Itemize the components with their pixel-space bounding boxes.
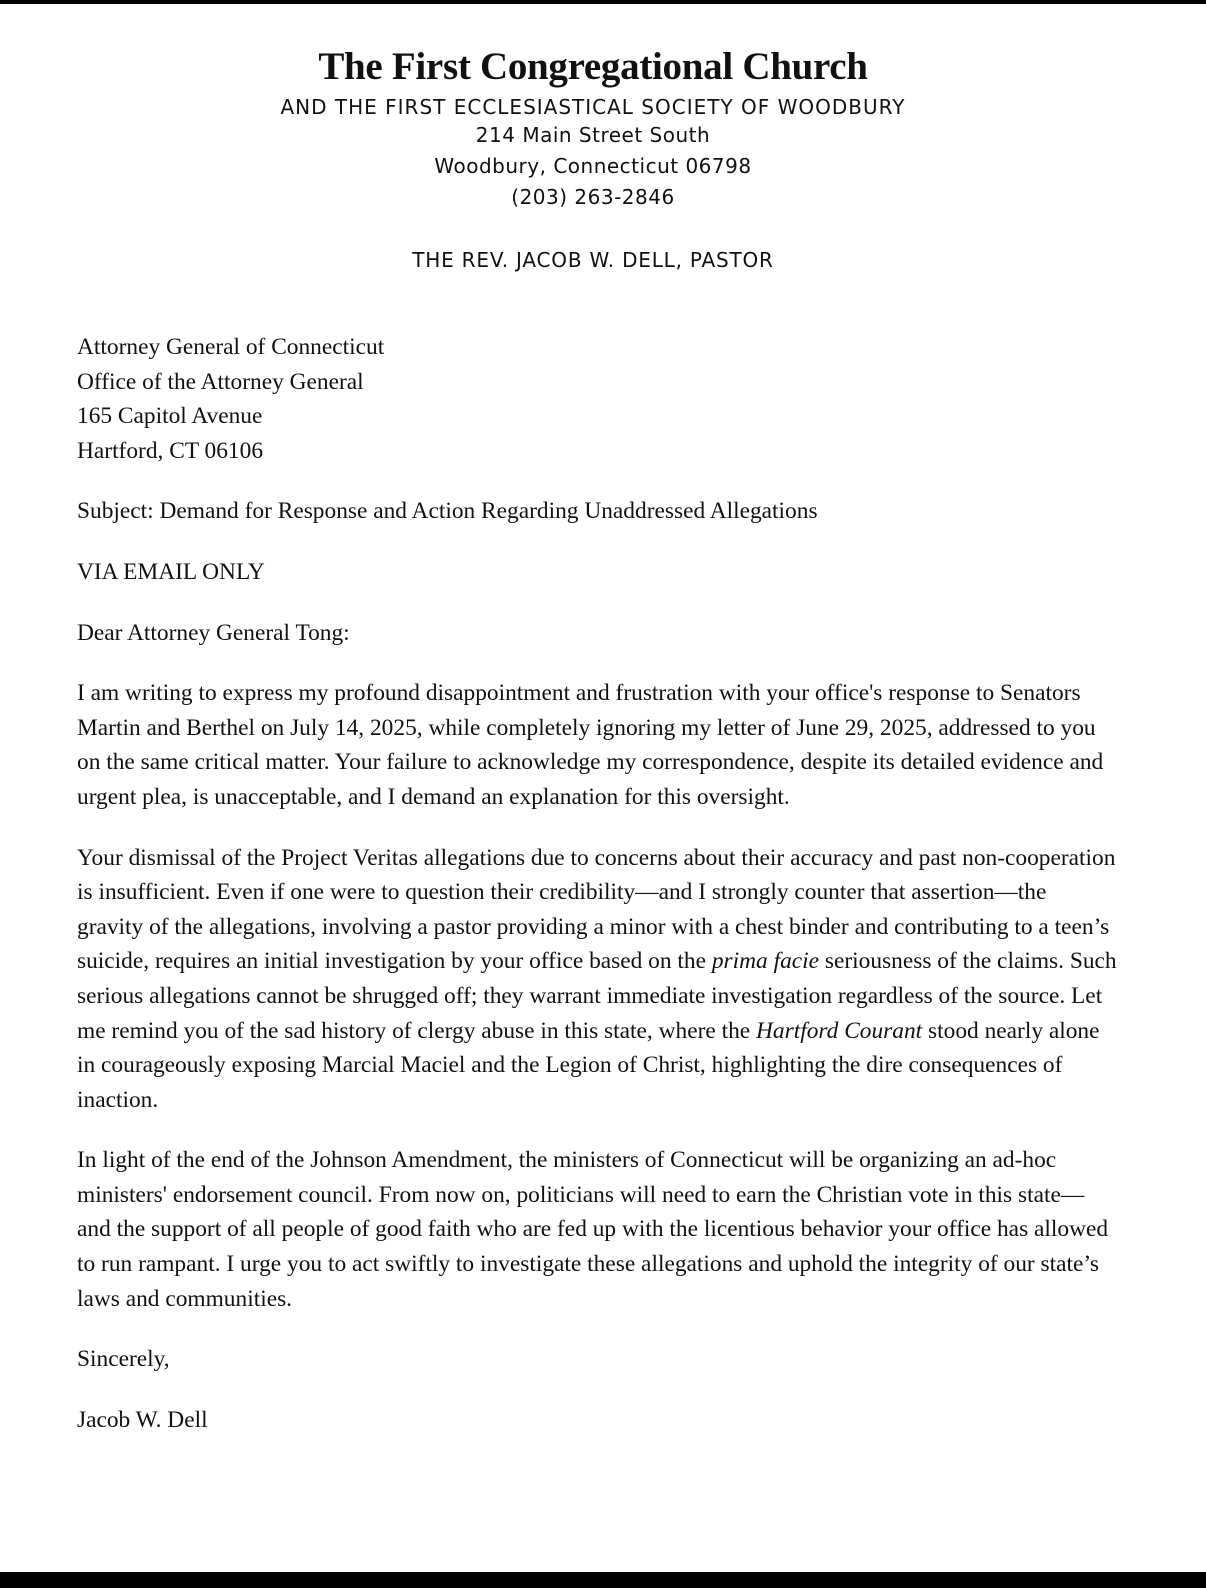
italic-publication: Hartford Courant [756,1017,923,1044]
recipient-line: Attorney General of Connecticut [77,334,385,360]
pastor-name: THE REV. JACOB W. DELL, PASTOR [412,248,774,272]
recipient-address [77,330,1117,468]
paragraph-2 [77,841,1117,1118]
letterhead [0,44,1186,273]
society-name: AND THE FIRST ECCLESIASTICAL SOCIETY OF WOODBURY [280,95,906,119]
recipient-line: Office of the Attorney General [77,368,364,395]
paragraph-1: I am writing to express my profound disappointment and frustration with your office's response to Senators Martin and Berthel on July 14, 2025, while completely ignoring my letter of June 29, 2025, addressed to you on the same critical matter. Your failure to acknowledge my correspondence, despite its detailed evidence and urgent plea, is unacceptable, and I demand an explanation for this oversight. [77,680,1104,810]
recipient-line: Hartford, CT 06106 [77,437,264,464]
top-border [0,0,1206,4]
italic-phrase: prima facie [711,948,820,975]
paragraph-2-text: Your dismissal of the Project Veritas allegations due to concerns about their accuracy and past non-cooperation is insufficient. Even if one were to question their credibility—and I strongly counter that assertion—the gravity of the allegations, involving a pastor providing a minor with a chest binder and contributing to a teen’s suicide, requires an initial investigation by your office based on the [77,844,1116,975]
paragraph-3: In light of the end of the Johnson Amendment, the ministers of Connecticut will be organizing an ad-hoc ministers' endorsement council. From now on, politicians will need to earn the Christian vote in this state—and the support of all people of good faith who are fed up with the licentious behavior your office has allowed to run rampant. I urge you to act swiftly to investigate these allegations and uphold the integrity of our state’s laws and communities. [77,1147,1109,1312]
paragraph-2-text: seriousness of the claims. Such serious allegations cannot be shrugged off; they warrant immediate investigation regardless of the source. Let me remind you of the sad history of clergy abuse in this state, where the [77,948,1117,1044]
delivery-method: VIA EMAIL ONLY [77,558,265,585]
bottom-border [0,1572,1206,1588]
city-address: Woodbury, Connecticut 06798 [434,154,752,178]
letter-body [77,330,1117,1437]
phone-number: (203) 263-2846 [511,185,675,209]
paragraph-2-text: stood nearly alone in courageously exposing Marcial Maciel and the Legion of Christ, highlighting the dire consequences of inaction. [77,1017,1100,1113]
closing: Sincerely, [77,1346,170,1373]
church-name: The First Congregational Church [318,45,868,88]
signature: Jacob W. Dell [77,1406,208,1433]
recipient-line: 165 Capitol Avenue [77,403,263,430]
subject-line: Subject: Demand for Response and Action Regarding Unaddressed Allegations [77,498,818,525]
salutation: Dear Attorney General Tong: [77,619,350,646]
street-address: 214 Main Street South [475,123,711,147]
